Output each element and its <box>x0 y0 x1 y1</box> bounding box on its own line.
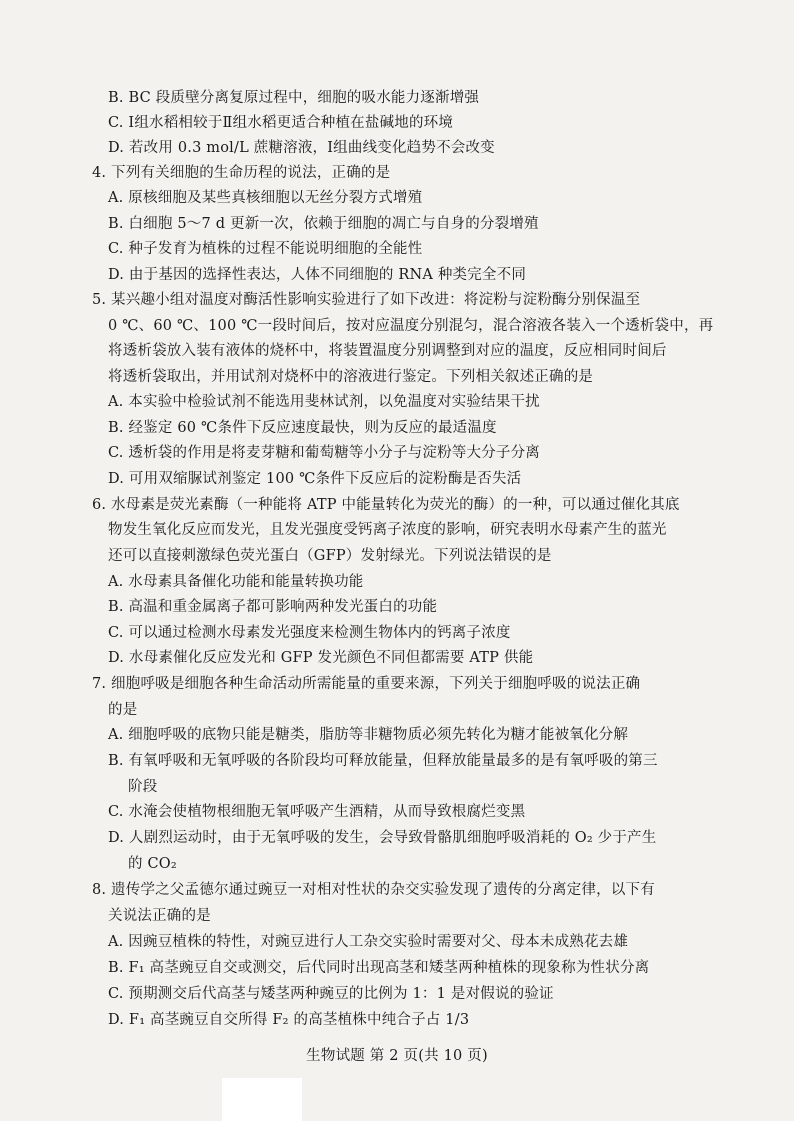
q4-stem: 4. 下列有关细胞的生命历程的说法，正确的是 <box>92 165 391 181</box>
q5-stem-line-2: 0 ℃、60 ℃、100 ℃一段时间后，按对应温度分别混匀，混合溶液各装入一个透析袋中，再 <box>108 318 714 334</box>
q5-stem-line-4: 将透析袋取出，并用试剂对烧杯中的溶液进行鉴定。下列相关叙述正确的是 <box>108 369 594 385</box>
q8-stem-line-1: 8. 遗传学之父孟德尔通过豌豆一对相对性状的杂交实验发现了遗传的分离定律，以下有 <box>92 882 655 898</box>
q5-option-b: B. 经鉴定 60 ℃条件下反应速度最快，则为反应的最适温度 <box>108 420 497 436</box>
scan-blank-patch <box>222 1078 302 1121</box>
q7-option-b-line-2: 阶段 <box>128 779 158 795</box>
q6-option-d: D. 水母素催化反应发光和 GFP 发光颜色不同但都需要 ATP 供能 <box>108 650 534 666</box>
q6-stem-line-3: 还可以直接刺激绿色荧光蛋白（GFP）发射绿光。下列说法错误的是 <box>108 548 552 564</box>
q5-stem-line-1: 5. 某兴趣小组对温度对酶活性影响实验进行了如下改进：将淀粉与淀粉酶分别保温至 <box>92 292 641 308</box>
q6-option-c: C. 可以通过检测水母素发光强度来检测生物体内的钙离子浓度 <box>108 625 511 641</box>
q8-option-d: D. F₁ 高茎豌豆自交所得 F₂ 的高茎植株中纯合子占 1/3 <box>108 1012 470 1028</box>
q8-option-a: A. 因豌豆植株的特性，对豌豆进行人工杂交实验时需要对父、母本未成熟花去雄 <box>108 934 629 950</box>
q4-option-b: B. 白细胞 5～7 d 更新一次，依赖于细胞的凋亡与自身的分裂增殖 <box>108 216 539 232</box>
q6-stem-line-1: 6. 水母素是荧光素酶（一种能将 ATP 中能量转化为荧光的酶）的一种，可以通过催化其底 <box>92 497 680 513</box>
q7-stem-line-2: 的是 <box>108 702 138 718</box>
q6-option-a: A. 水母素具备催化功能和能量转换功能 <box>108 574 364 590</box>
q7-option-d-line-2: 的 CO₂ <box>128 856 177 872</box>
q5-stem-line-3: 将透析袋放入装有液体的烧杯中，将装置温度分别调整到对应的温度，反应相同时间后 <box>108 343 667 359</box>
q3-option-d: D. 若改用 0.3 mol/L 蔗糖溶液，Ⅰ组曲线变化趋势不会改变 <box>108 140 495 156</box>
q7-option-d-line-1: D. 人剧烈运动时，由于无氧呼吸的发生，会导致骨骼肌细胞呼吸消耗的 O₂ 少于产生 <box>108 830 657 846</box>
q4-option-c: C. 种子发育为植株的过程不能说明细胞的全能性 <box>108 241 423 257</box>
q6-option-b: B. 高温和重金属离子都可影响两种发光蛋白的功能 <box>108 599 438 615</box>
q5-option-a: A. 本实验中检验试剂不能选用斐林试剂，以免温度对实验结果干扰 <box>108 394 540 410</box>
q4-option-a: A. 原核细胞及某些真核细胞以无丝分裂方式增殖 <box>108 190 423 206</box>
q5-option-c: C. 透析袋的作用是将麦芽糖和葡萄糖等小分子与淀粉等大分子分离 <box>108 445 540 461</box>
q6-stem-line-2: 物发生氧化反应而发光，且发光强度受钙离子浓度的影响，研究表明水母素产生的蓝光 <box>108 522 667 538</box>
q8-stem-line-2: 关说法正确的是 <box>108 908 211 924</box>
q7-option-c: C. 水淹会使植物根细胞无氧呼吸产生酒精，从而导致根腐烂变黑 <box>108 804 526 820</box>
q5-option-d: D. 可用双缩脲试剂鉴定 100 ℃条件下反应后的淀粉酶是否失活 <box>108 471 522 487</box>
q7-stem-line-1: 7. 细胞呼吸是细胞各种生命活动所需能量的重要来源，下列关于细胞呼吸的说法正确 <box>92 676 641 692</box>
q8-option-c: C. 预期测交后代高茎与矮茎两种豌豆的比例为 1：1 是对假说的验证 <box>108 986 554 1002</box>
q8-option-b: B. F₁ 高茎豌豆自交或测交，后代同时出现高茎和矮茎两种植株的现象称为性状分离 <box>108 960 650 976</box>
q4-option-d: D. 由于基因的选择性表达，人体不同细胞的 RNA 种类完全不同 <box>108 267 527 283</box>
q7-option-b-line-1: B. 有氧呼吸和无氧呼吸的各阶段均可释放能量，但释放能量最多的是有氧呼吸的第三 <box>108 753 658 769</box>
q7-option-a: A. 细胞呼吸的底物只能是糖类，脂肪等非糖物质必须先转化为糖才能被氧化分解 <box>108 727 629 743</box>
q3-option-b: B. BC 段质壁分离复原过程中，细胞的吸水能力逐渐增强 <box>108 90 480 106</box>
q3-option-c: C. Ⅰ组水稻相较于Ⅱ组水稻更适合种植在盐碱地的环境 <box>108 115 454 131</box>
page-footer: 生物试题 第 2 页(共 10 页) <box>306 1048 488 1064</box>
